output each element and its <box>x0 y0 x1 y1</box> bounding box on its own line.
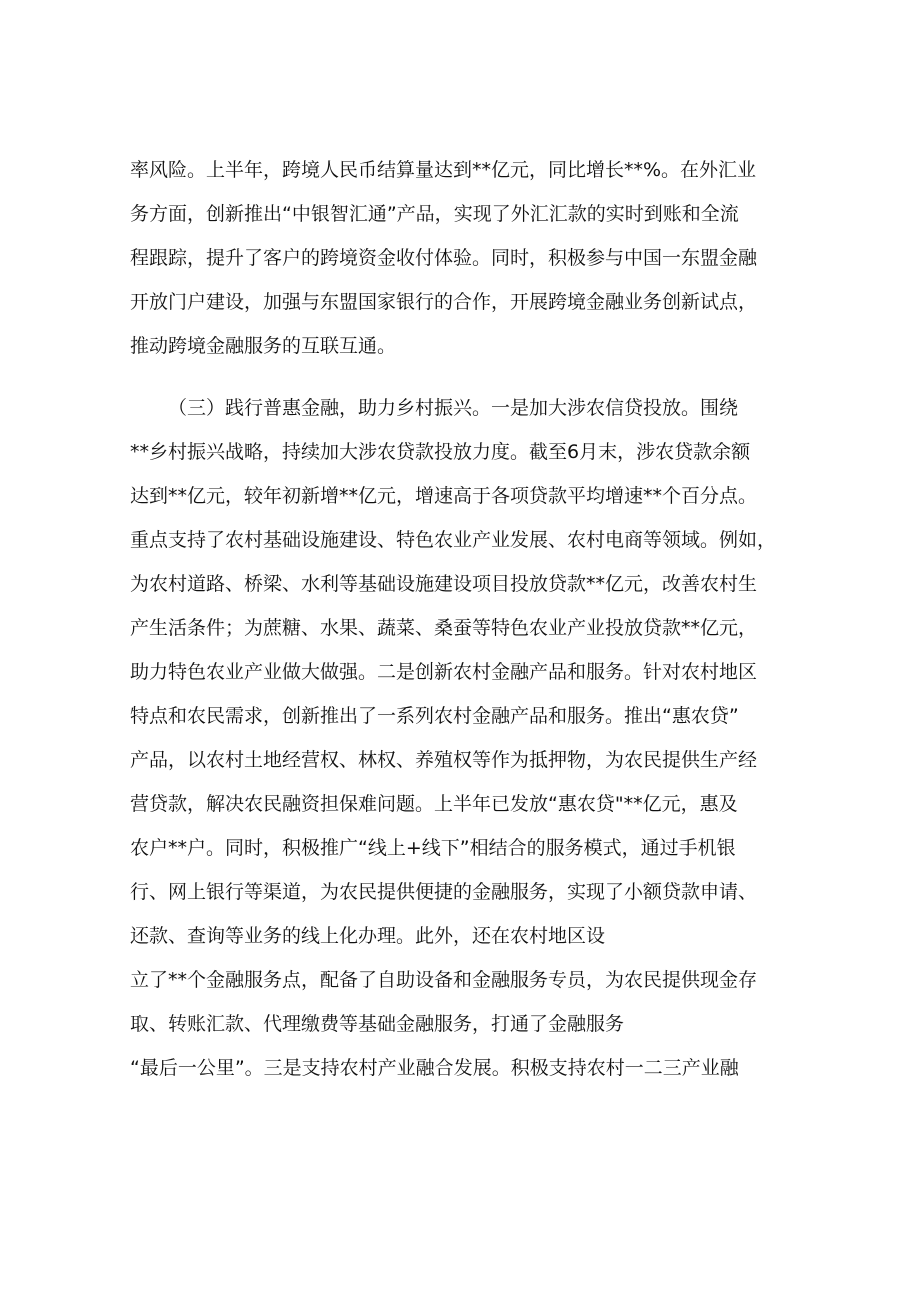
text-line: 程跟踪，提升了客户的跨境资金收付体验。同时，积极参与中国一东盟金融 <box>130 247 758 269</box>
text-line: 取、转账汇款、代理缴费等基础金融服务，打通了金融服务 <box>130 1013 625 1035</box>
text-line: “最后一公里”。三是支持农村产业融合发展。积极支持农村一二三产业融 <box>130 1057 739 1079</box>
text-line: 产品，以农村土地经营权、林权、养殖权等作为抵押物，为农民提供生产经 <box>130 749 758 771</box>
text-line: 推动跨境金融服务的互联互通。 <box>130 335 397 357</box>
text-line: 还款、查询等业务的线上化办理。此外，还在农村地区设 <box>130 925 606 947</box>
text-line: 营贷款，解决农民融资担保难问题。上半年已发放“惠农贷"**亿元，惠及 <box>130 793 738 815</box>
text-line: 特点和农民需求，创新推出了一系列农村金融产品和服务。推出“惠农贷” <box>130 705 739 727</box>
text-line: 产生活条件；为蔗糖、水果、蔬菜、桑蚕等特色农业产业投放贷款**亿元， <box>130 617 758 639</box>
section-heading-line: （三）践行普惠金融，助力乡村振兴。一是加大涉农信贷投放。围绕 <box>168 397 739 419</box>
text-line: 农户**户。同时，积极推广“线上+线下”相结合的服务模式，通过手机银 <box>130 837 736 859</box>
text-line: 为农村道路、桥梁、水利等基础设施建设项目投放贷款**亿元，改善农村生 <box>130 573 758 595</box>
text-line: 务方面，创新推出“中银智汇通”产品，实现了外汇汇款的实时到账和全流 <box>130 203 739 225</box>
text-line: 重点支持了农村基础设施建设、特色农业产业发展、农村电商等领域。例如， <box>130 529 777 551</box>
text-line: 立了**个金融服务点，配备了自助设备和金融服务专员，为农民提供现金存 <box>130 969 758 991</box>
text-line: 达到**亿元，较年初新增**亿元，增速高于各项贷款平均增速**个百分点。 <box>130 485 758 507</box>
text-line: **乡村振兴战略，持续加大涉农贷款投放力度。截至6月末，涉农贷款余额 <box>130 441 751 463</box>
text-line: 开放门户建设，加强与东盟国家银行的合作，开展跨境金融业务创新试点， <box>130 291 758 313</box>
text-line: 行、网上银行等渠道，为农民提供便捷的金融服务，实现了小额贷款申请、 <box>130 881 758 903</box>
text-line: 率风险。上半年，跨境人民币结算量达到**亿元，同比增长**%。在外汇业 <box>130 159 757 181</box>
text-line: 助力特色农业产业做大做强。二是创新农村金融产品和服务。针对农村地区 <box>130 661 758 683</box>
